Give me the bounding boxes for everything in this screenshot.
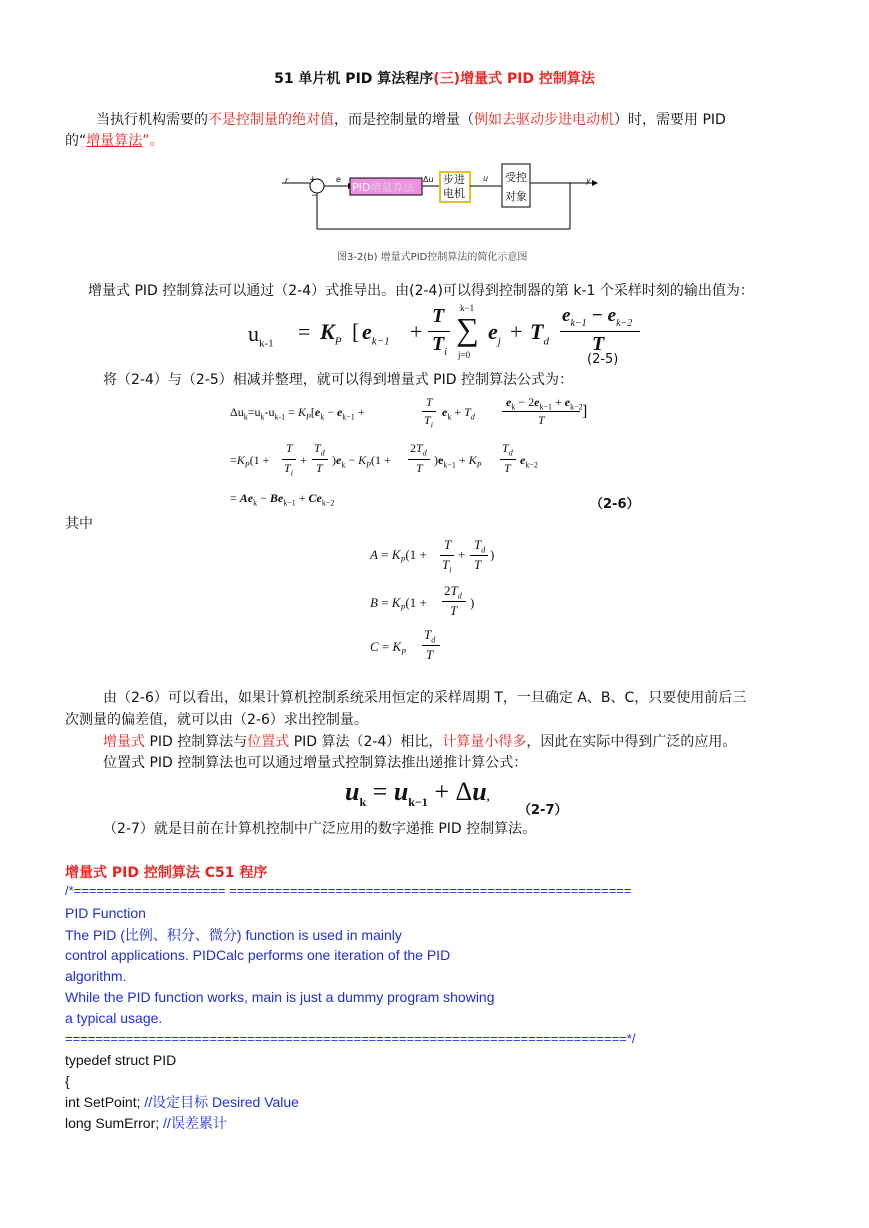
paragraph-explain-line-2: 次测量的偏差值，就可以由（2-6）求出控制量。 [65, 712, 368, 728]
diagram-u-label: u [483, 174, 489, 183]
diagram-plus-label: + [309, 175, 317, 185]
code-line-10: { [65, 1073, 70, 1089]
pid-block-label: PID增量算法 [352, 181, 415, 194]
pid-block-diagram [270, 158, 610, 233]
diagram-du-label: Δu [423, 175, 434, 184]
diagram-e-label: e [336, 175, 341, 184]
plant-label: 受控 对象 [505, 171, 527, 203]
diagram-r-label: r [285, 176, 289, 185]
section-title: 增量式 PID 控制算法 C51 程序 [65, 865, 268, 881]
equation-2-7: $u_k = u_{k-1} + \Delta u$, [345, 777, 490, 810]
paragraph-recursive: 位置式 PID 控制算法也可以通过增量式控制算法推出递推计算公式： [103, 755, 528, 771]
code-line-12: long SumError; //误差累计 [65, 1115, 227, 1131]
paragraph-explain-line-1: 由（2-6）可以看出，如果计算机控制系统采用恒定的采样周期 T，一旦确定 A、B、C，只要使用前后三 [103, 690, 747, 706]
equation-2-7-number: （2-7） [518, 803, 568, 818]
stepper-motor-label: 步进 电机 [443, 173, 465, 200]
intro-line-2: 的“增量算法”。 [65, 133, 164, 149]
equation-2-5-number: (2-5) [587, 352, 619, 367]
equation-2-6: $\Delta u_k=u_k-u_{k-1} = K_P[e_k - e_{k-1}$ + T $T_i$ $e_k + T_d$ $e_k - 2e_{k-1} + e_{k-2}$ T ] $=K_P(1$ + T $T_i$ + $T_d$ T )$e_k - K_P(1$ + $2T_d$ T )$e_{k-1} + K_P$ $T_d$ T $e_{k-2}$ = $Ae_k - Be_{k-1} + Ce_{k-2}$ [230, 395, 588, 508]
paragraph-subtract: 将（2-4）与（2-5）相减并整理，就可以得到增量式 PID 控制算法公式为： [103, 372, 573, 388]
equation-2-5: $u_{k-1}$ = $K_P$ [ $e_{k-1}$ + T $T_i$ k−1 ∑ j=0 $e_j$ + $T_d$ $e_{k-1} - e_{k-2}$ T [248, 305, 598, 360]
code-line-3: The PID (比例、积分、微分) function is used in mainly [65, 927, 402, 943]
paragraph-compare: 增量式 PID 控制算法与位置式 PID 算法（2-4）相比，计算量小得多，因此在实际中得到广泛的应用。 [103, 734, 737, 750]
paragraph-conclusion: （2-7）就是目前在计算机控制中广泛应用的数字递推 PID 控制算法。 [103, 821, 537, 837]
code-line-11: int SetPoint; //设定目标 Desired Value [65, 1094, 299, 1110]
page-title: 51 单片机 PID 算法程序(三)增量式 PID 控制算法 [274, 71, 595, 87]
code-line-2: PID Function [65, 905, 146, 921]
diagram-minus-label: − [311, 191, 319, 201]
code-line-5: algorithm. [65, 968, 127, 984]
equation-2-6-number: （2-6） [590, 497, 640, 512]
code-line-6: While the PID function works, main is just a dummy program showing [65, 989, 495, 1005]
paragraph-derivation: 增量式 PID 控制算法可以通过（2-4）式推导出。由(2-4)可以得到控制器的第 k-1 个采样时刻的输出值为： [88, 283, 754, 299]
diagram-y-label: y [586, 176, 591, 185]
code-line-1: /*==================== ===================================================== [65, 883, 632, 898]
code-line-8: ==========================================================================*/ [65, 1031, 636, 1046]
code-line-4: control applications. PIDCalc performs one iteration of the PID [65, 947, 451, 963]
qizhong-label: 其中 [65, 516, 93, 532]
coefficient-definitions: $A = K_P(1$ + T $T_i$ + $T_d$ T ) $B = K_P(1$ + $2T_d$ T ) $C = K_P$ $T_d$ T [370, 537, 495, 662]
figure-caption: 图3-2(b) 增量式PID控制算法的简化示意图 [337, 252, 528, 263]
code-line-7: a typical usage. [65, 1010, 163, 1026]
intro-line-1: 当执行机构需要的不是控制量的绝对值，而是控制量的增量（例如去驱动步进电动机）时，需要用 PID [96, 112, 726, 128]
code-line-9: typedef struct PID [65, 1052, 177, 1068]
